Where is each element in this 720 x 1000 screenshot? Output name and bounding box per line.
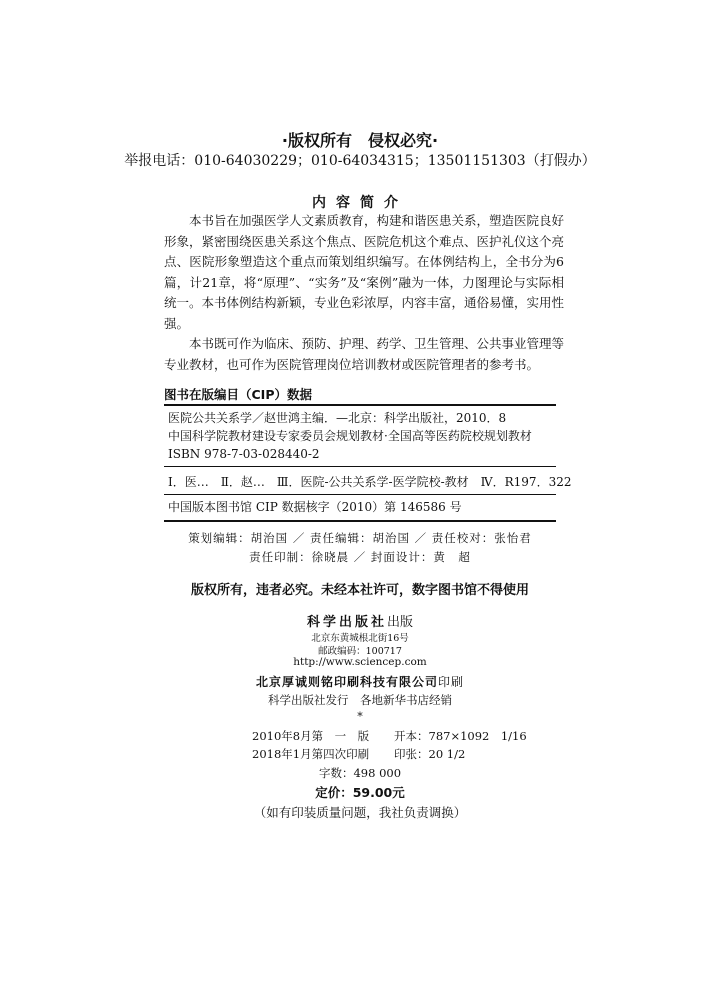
usage-notice: 版权所有，违者必究。未经本社许可，数字图书馆不得使用	[190, 583, 529, 598]
reprint-date: 2018年1月第四次印刷	[252, 747, 370, 761]
report-phone: 举报电话：010-64030229；010-64034315；13501151303（打假办）	[124, 153, 596, 169]
publisher-suffix: 出版	[387, 615, 414, 630]
word-count: 字数：498 000	[318, 766, 402, 780]
book-price: 定价：59.00元	[315, 785, 405, 800]
cip-line-classification: Ⅰ．医… Ⅱ．赵… Ⅲ．医院-公共关系学-医学院校-教材 Ⅳ．R197．322	[168, 475, 572, 489]
separator-star: *	[357, 710, 363, 723]
cip-rule-top	[164, 404, 556, 406]
book-format: 开本：787×1092 1/16	[394, 729, 527, 743]
credits-line-production: 责任印制：徐晓晨 ／ 封面设计：黄 超	[249, 550, 471, 564]
intro-text	[164, 211, 564, 375]
publisher-address: 北京东黄城根北街16号	[311, 633, 409, 644]
cip-line-title: 医院公共关系学／赵世鸿主编．—北京：科学出版社，2010．8	[168, 411, 507, 425]
cip-line-isbn: ISBN 978-7-03-028440-2	[168, 447, 320, 461]
exchange-note: （如有印装质量问题，我社负责调换）	[253, 805, 467, 820]
printed-sheets: 印张：20 1/2	[394, 747, 466, 761]
cip-rule-middle	[164, 466, 556, 467]
intro-paragraph: 本书既可作为临床、预防、护理、药学、卫生管理、公共事业管理等专业教材，也可作为医院管理岗位培训教材或医院管理者的参考书。	[164, 336, 565, 372]
distribution-line: 科学出版社发行 各地新华书店经销	[268, 693, 452, 707]
publisher-name	[0, 611, 720, 630]
printer-name: 北京厚诚则铭印刷科技有限公司	[255, 675, 438, 689]
intro-title: 内容简介	[312, 195, 408, 211]
printer-line	[0, 673, 720, 690]
cip-line-series: 中国科学院教材建设专家委员会规划教材·全国高等医药院校规划教材	[168, 429, 532, 443]
cip-rule-bottom	[164, 520, 556, 522]
first-edition-date: 2010年8月第 一 版	[252, 729, 370, 743]
cip-line-number: 中国版本图书馆 CIP 数据核字（2010）第 146586 号	[168, 500, 462, 514]
cip-title: 图书在版编目（CIP）数据	[164, 387, 312, 402]
printer-suffix: 印刷	[438, 675, 465, 689]
publisher-url: http://www.sciencep.com	[293, 656, 427, 668]
credits-line-editors: 策划编辑：胡治国 ／ 责任编辑：胡治国 ／ 责任校对：张怡君	[188, 531, 532, 545]
edition-row-first	[252, 728, 527, 744]
intro-paragraph: 本书旨在加强医学人文素质教育，构建和谐医患关系，塑造医院良好形象，紧密围绕医患关系这个焦点、医院危机这个难点、医护礼仪这个亮点、医院形象塑造这个重点而策划组织编写。在体例结构上，全书分为6篇，计21章，将“原理”、“实务”及“案例”融为一体，力图理论与实际相统一。本书体例结构新颖，专业色彩浓厚，内容丰富，通俗易懂，实用性强。	[164, 213, 565, 331]
publisher-postcode: 邮政编码：100717	[318, 646, 402, 657]
copyright-header: ·版权所有 侵权必究·	[281, 131, 439, 150]
edition-row-reprint	[252, 746, 465, 762]
cip-rule-lower	[164, 494, 556, 495]
publisher-name-text: 科学出版社	[306, 615, 387, 630]
